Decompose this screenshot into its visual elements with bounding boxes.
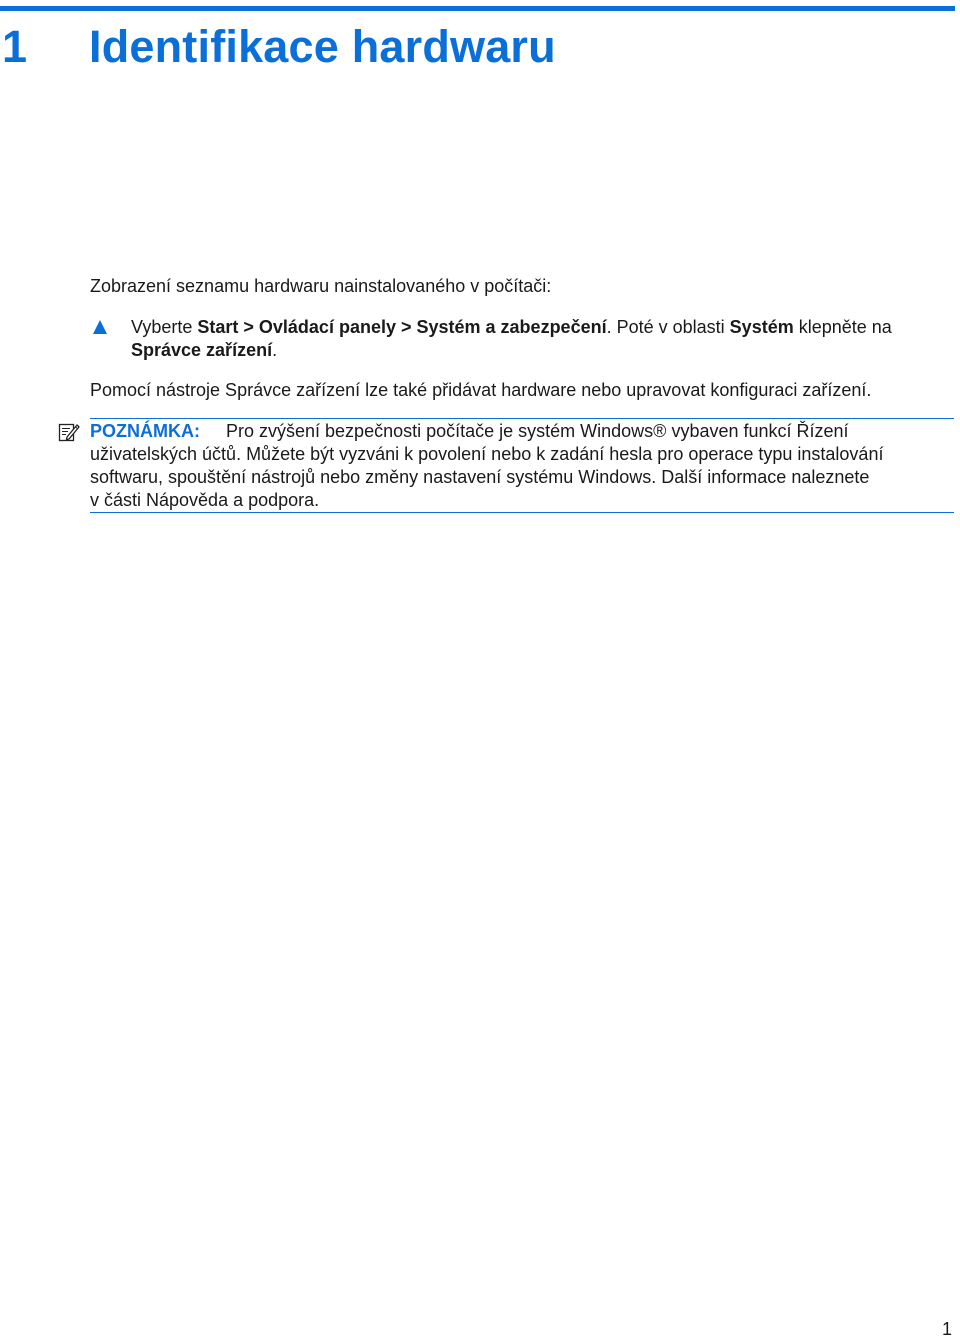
step-prefix: Vyberte: [131, 317, 198, 337]
step-system-bold: Systém: [729, 317, 794, 337]
chapter-number: 1: [2, 21, 28, 72]
step-system-security-bold: Systém a zabezpečení: [416, 317, 607, 337]
note-text-1: Pro zvýšení bezpečnosti počítače je systém Windows® vybaven funkcí Řízení: [226, 421, 849, 441]
chapter-top-rule: [0, 6, 955, 11]
note-line-1: [90, 420, 954, 443]
step-end: .: [272, 340, 278, 360]
step-device-manager-bold: Správce zařízení: [131, 340, 273, 360]
page-number: 1: [941, 1319, 952, 1339]
step-item: [131, 316, 951, 362]
step-line-2: [131, 339, 951, 362]
note-top-rule: [90, 418, 954, 419]
note-pencil-icon: [58, 421, 80, 443]
chapter-title: Identifikace hardwaru: [89, 21, 556, 72]
intro-paragraph: Zobrazení seznamu hardwaru nainstalovaného v počítači:: [90, 276, 552, 296]
body-paragraph: Pomocí nástroje Správce zařízení lze také přidávat hardware nebo upravovat konfiguraci zařízení.: [90, 380, 872, 400]
note-box: [90, 420, 954, 512]
step-separator: >: [395, 317, 417, 337]
note-line-4: v části Nápověda a podpora.: [90, 490, 320, 510]
step-control-panel-bold: Ovládací panely: [258, 317, 396, 337]
note-bottom-rule: [90, 512, 954, 513]
note-label: POZNÁMKA:: [90, 421, 200, 441]
note-line-2: uživatelských účtů. Můžete být vyzváni k povolení nebo k zadání hesla pro operace typu instalování: [90, 444, 884, 464]
note-line-3: softwaru, spouštění nástrojů nebo změny nastavení systému Windows. Další informace naleznete: [90, 467, 870, 487]
step-mid: . Poté v oblasti: [606, 317, 730, 337]
triangle-bullet-icon: [93, 320, 107, 334]
step-suffix: klepněte na: [793, 317, 892, 337]
step-separator: >: [238, 317, 259, 337]
step-start-bold: Start: [197, 317, 239, 337]
step-line-1: [131, 316, 951, 339]
